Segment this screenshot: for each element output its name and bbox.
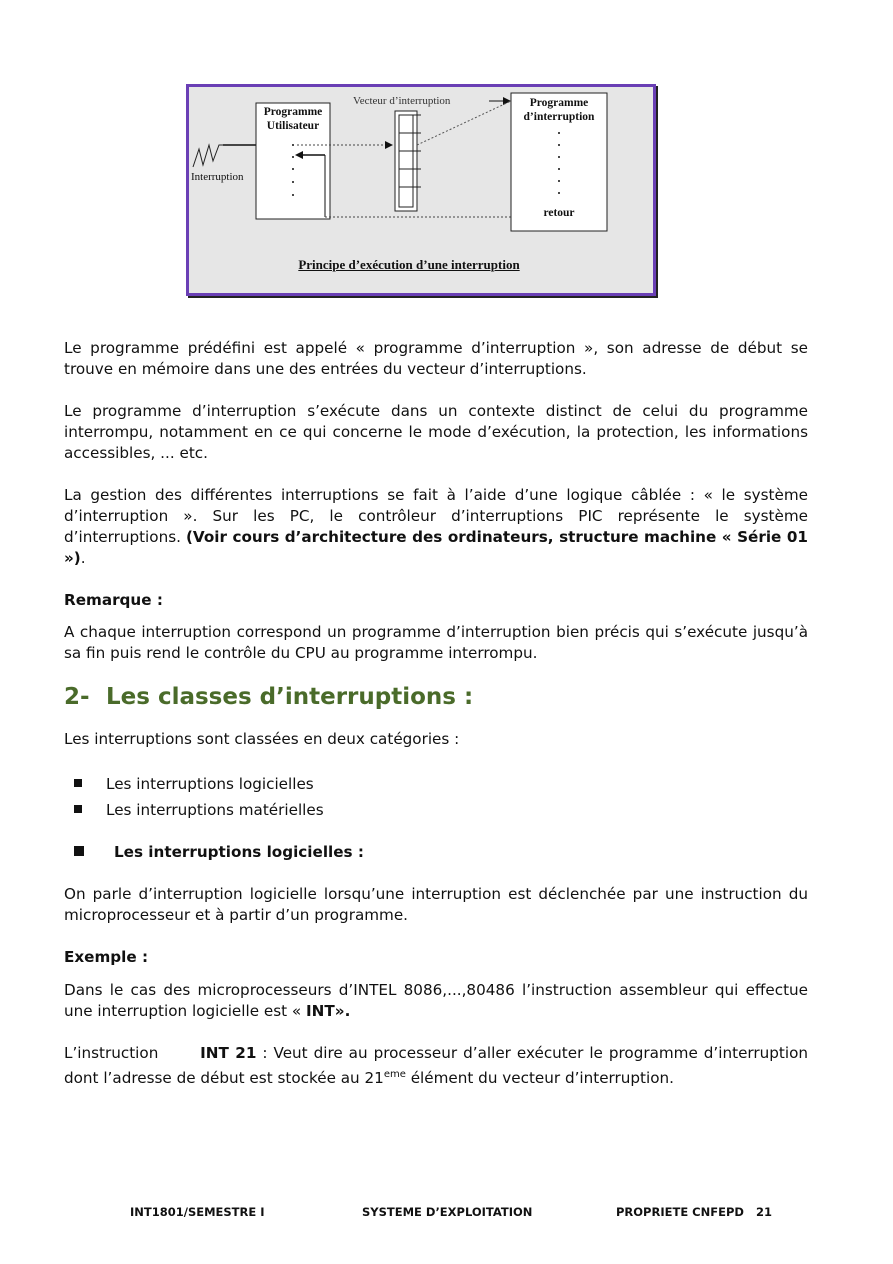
user-program-title: Programme Utilisateur [263,106,323,132]
interruption-label: Interruption [191,171,244,183]
exemple-heading: Exemple : [64,948,149,966]
arrowhead-to-vector [385,141,393,149]
vector-to-isr-dotted [417,101,511,145]
footer-course-code: INT1801/SEMESTRE I [130,1205,265,1219]
remarque-text: A chaque interruption correspond un programme d’interruption bien précis qui s’exécute jusqu’à sa fin puis rend le contrôle du CPU au programme interrompu. [64,623,808,662]
page-number: 21 [756,1205,773,1219]
paragraph-2: Le programme d’interruption s’exécute dans un contexte distinct de celui du programme interrompu, notamment en ce qui concerne le mode d’exécution, la protection, les informations accessibles, ... etc. [64,402,808,462]
vector-label: Vecteur d’interruption [353,95,451,107]
isr-title: Programme d’interruption [523,97,595,123]
square-bullet-icon [74,805,82,813]
sub-text: On parle d’interruption logicielle lorsqu’une interruption est déclenchée par une instruction du microprocesseur et à partir d’un programme. [64,885,808,924]
figure-caption: Principe d’exécution d’une interruption [298,257,520,272]
section-title: Les classes d’interruptions : [106,684,474,710]
list-item: Les interruptions matérielles [74,800,324,821]
remarque-heading: Remarque : [64,591,163,609]
instruction-text: L’instruction INT 21 : Veut dire au processeur d’aller exécuter le programme d’interruption dont l’adresse de début est stockée au 21eme élément du vecteur d’interruption. [64,1044,808,1088]
section-intro: Les interruptions sont classées en deux catégories : [64,730,460,748]
section-number: 2- [64,684,90,710]
square-bullet-icon [74,846,84,856]
footer-owner: PROPRIETE CNFEPD [616,1205,744,1219]
paragraph-1: Le programme prédéfini est appelé « programme d’interruption », son adresse de début se trouve en mémoire dans une des entrées du vecteur d’interruptions. [64,339,808,378]
isr-return-label: retour [543,207,575,219]
paragraph-3: La gestion des différentes interruptions se fait à l’aide d’une logique câblée : « le système d’interruption ». Sur les PC, le contrôleur d’interruptions PIC représente le système d’interruptions. (Voir cours d’architecture des ordinateurs, structure machine « Série 01 »). [64,486,808,567]
paragraph-3-reference: (Voir cours d’architecture des ordinateurs, structure machine « Série 01 ») [64,528,808,567]
exemple-text: Dans le cas des microprocesseurs d’INTEL 8086,...,80486 l’instruction assembleur qui effectue une interruption logicielle est « INT». [64,981,808,1020]
interrupt-diagram [186,84,656,296]
sub-heading: Les interruptions logicielles : [74,842,364,863]
list-item: Les interruptions logicielles [74,774,314,795]
interrupt-signal-zigzag [193,145,223,167]
square-bullet-icon [74,779,82,787]
footer-subject: SYSTEME D’EXPLOITATION [362,1205,533,1219]
section-heading [64,684,473,710]
vector-table [395,111,417,211]
